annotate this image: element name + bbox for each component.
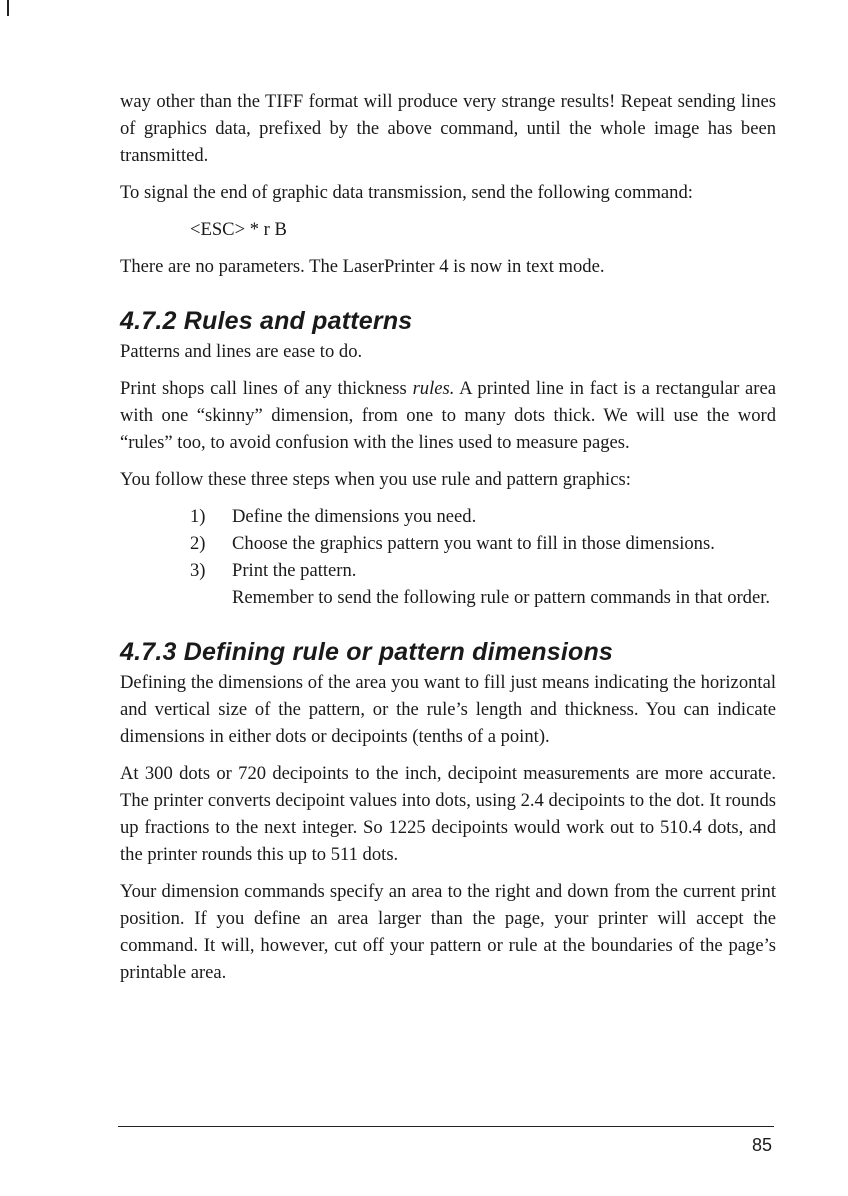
section-heading-defining-dimensions: 4.7.3 Defining rule or pattern dimensions: [120, 638, 614, 666]
section-heading-rules-patterns: 4.7.2 Rules and patterns: [120, 307, 413, 335]
rules-definition-start: Print shops call lines of any thickness: [120, 378, 413, 399]
corner-mark: [7, 0, 9, 16]
step-number: 1): [190, 506, 206, 527]
rules-intro-paragraph: Patterns and lines are ease to do.: [120, 341, 363, 362]
step-item: [120, 503, 776, 530]
step-number: 2): [190, 533, 206, 554]
steps-intro-paragraph: You follow these three steps when you use rule and pattern graphics:: [120, 469, 631, 490]
step-text: Choose the graphics pattern you want to fill in those dimensions.: [232, 533, 715, 554]
dimensions-definition-paragraph: Defining the dimensions of the area you want to fill just means indicating the horizontal and vertical size of the pattern, or the rule’s length and thickness. You can indicate dimensions in either dots or decipoints (tenths of a point).: [120, 672, 776, 747]
step-text: Define the dimensions you need.: [232, 506, 477, 527]
page-number: 85: [751, 1135, 772, 1155]
step-item: [120, 530, 776, 557]
command-code: <ESC> * r B: [190, 219, 287, 240]
rules-definition-end: A printed line in fact is a rectangular area with one “skinny” dimension, from one to many dots thick. We will use the word “rules” too, to avoid confusion with the lines used to measure pages.: [120, 378, 776, 453]
end-transmission-paragraph: To signal the end of graphic data transmission, send the following command:: [120, 182, 693, 203]
footer-divider: [118, 1126, 774, 1127]
rules-definition-paragraph: [120, 375, 776, 456]
step-text: Print the pattern.: [232, 560, 357, 581]
dimension-area-paragraph: Your dimension commands specify an area to the right and down from the current print position. If you define an area larger than the page, your printer will accept the command. It will, however, cut off your pattern or rule at the boundaries of the page’s printable area.: [120, 881, 776, 983]
decipoint-paragraph: At 300 dots or 720 decipoints to the inch, decipoint measurements are more accurate. The printer converts decipoint values into dots, using 2.4 decipoints to the dot. It rounds up fractions to the next integer. So 1225 decipoints would work out to 510.4 dots, and the printer rounds this up to 511 dots.: [120, 763, 776, 865]
rules-term: rules.: [412, 378, 455, 399]
step-item: [120, 557, 776, 584]
steps-note: Remember to send the following rule or pattern commands in that order.: [232, 587, 771, 608]
text-mode-paragraph: There are no parameters. The LaserPrinter 4 is now in text mode.: [120, 256, 605, 277]
step-number: 3): [190, 560, 206, 581]
intro-paragraph: way other than the TIFF format will produce very strange results! Repeat sending lines of graphics data, prefixed by the above command, until the whole image has been transmitted.: [120, 91, 776, 166]
document-page: [120, 88, 776, 996]
steps-list: [120, 503, 776, 611]
